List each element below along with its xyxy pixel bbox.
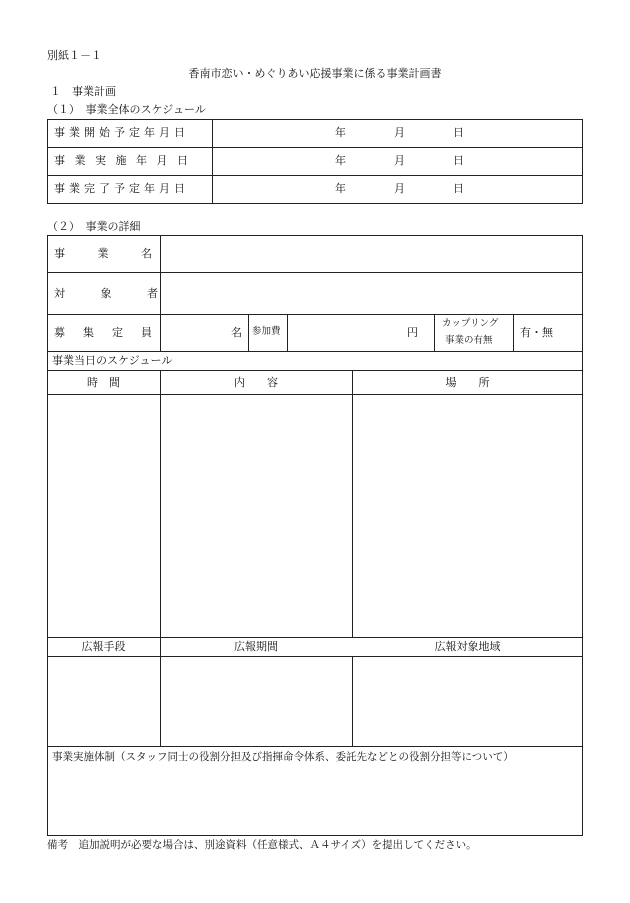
coupling-label: カップリング [442, 318, 499, 329]
target-label: 対 象 者 [54, 287, 158, 300]
yes-no-choice: 有・無 [520, 326, 553, 339]
recruit-label: 募 集 定 員 [54, 326, 152, 339]
subsection-schedule-heading: （１） 事業全体のスケジュール [47, 103, 206, 116]
schedule-day: 日 [453, 182, 464, 195]
pr-area-header: 広報対象地域 [434, 640, 501, 653]
project-name-label: 事 業 名 [54, 247, 152, 260]
schedule-year: 年 [335, 154, 346, 167]
day-schedule-label: 事業当日のスケジュール [52, 354, 173, 367]
schedule-row-label: 事業実施年月日 [54, 154, 198, 167]
subsection-details-heading: （２） 事業の詳細 [47, 220, 141, 233]
implementation-system-label: 事業実施体制（スタッフ同士の役割分担及び指揮命令体系、委託先などとの役割分担等について） [52, 751, 514, 763]
schedule-month: 月 [394, 126, 405, 139]
yen-unit: 円 [407, 326, 418, 339]
schedule-year: 年 [335, 126, 346, 139]
schedule-row-label: 事業完了予定年月日 [54, 182, 189, 195]
column-content: 内 容 [234, 376, 278, 389]
column-place: 場 所 [445, 376, 490, 389]
remarks-note: 備考 追加説明が必要な場合は、別途資料（任意様式、Ａ４サイズ）を提出してください。 [47, 839, 477, 851]
column-time: 時 間 [87, 376, 120, 389]
pr-means-header: 広報手段 [81, 640, 126, 653]
document-title: 香南市恋い・めぐりあい応援事業に係る事業計画書 [188, 67, 442, 80]
annex-label: 別紙１－１ [47, 49, 102, 62]
section-heading: １ 事業計画 [50, 85, 116, 98]
schedule-year: 年 [335, 182, 346, 195]
schedule-day: 日 [453, 154, 464, 167]
schedule-row-label: 事業開始予定年月日 [54, 126, 189, 139]
schedule-month: 月 [394, 154, 405, 167]
fee-label: 参加費 [252, 326, 281, 337]
schedule-day: 日 [453, 126, 464, 139]
people-unit: 名 [231, 326, 242, 339]
pr-period-header: 広報期間 [234, 640, 278, 653]
coupling-label-2: 事業の有無 [445, 335, 493, 346]
schedule-month: 月 [394, 182, 405, 195]
